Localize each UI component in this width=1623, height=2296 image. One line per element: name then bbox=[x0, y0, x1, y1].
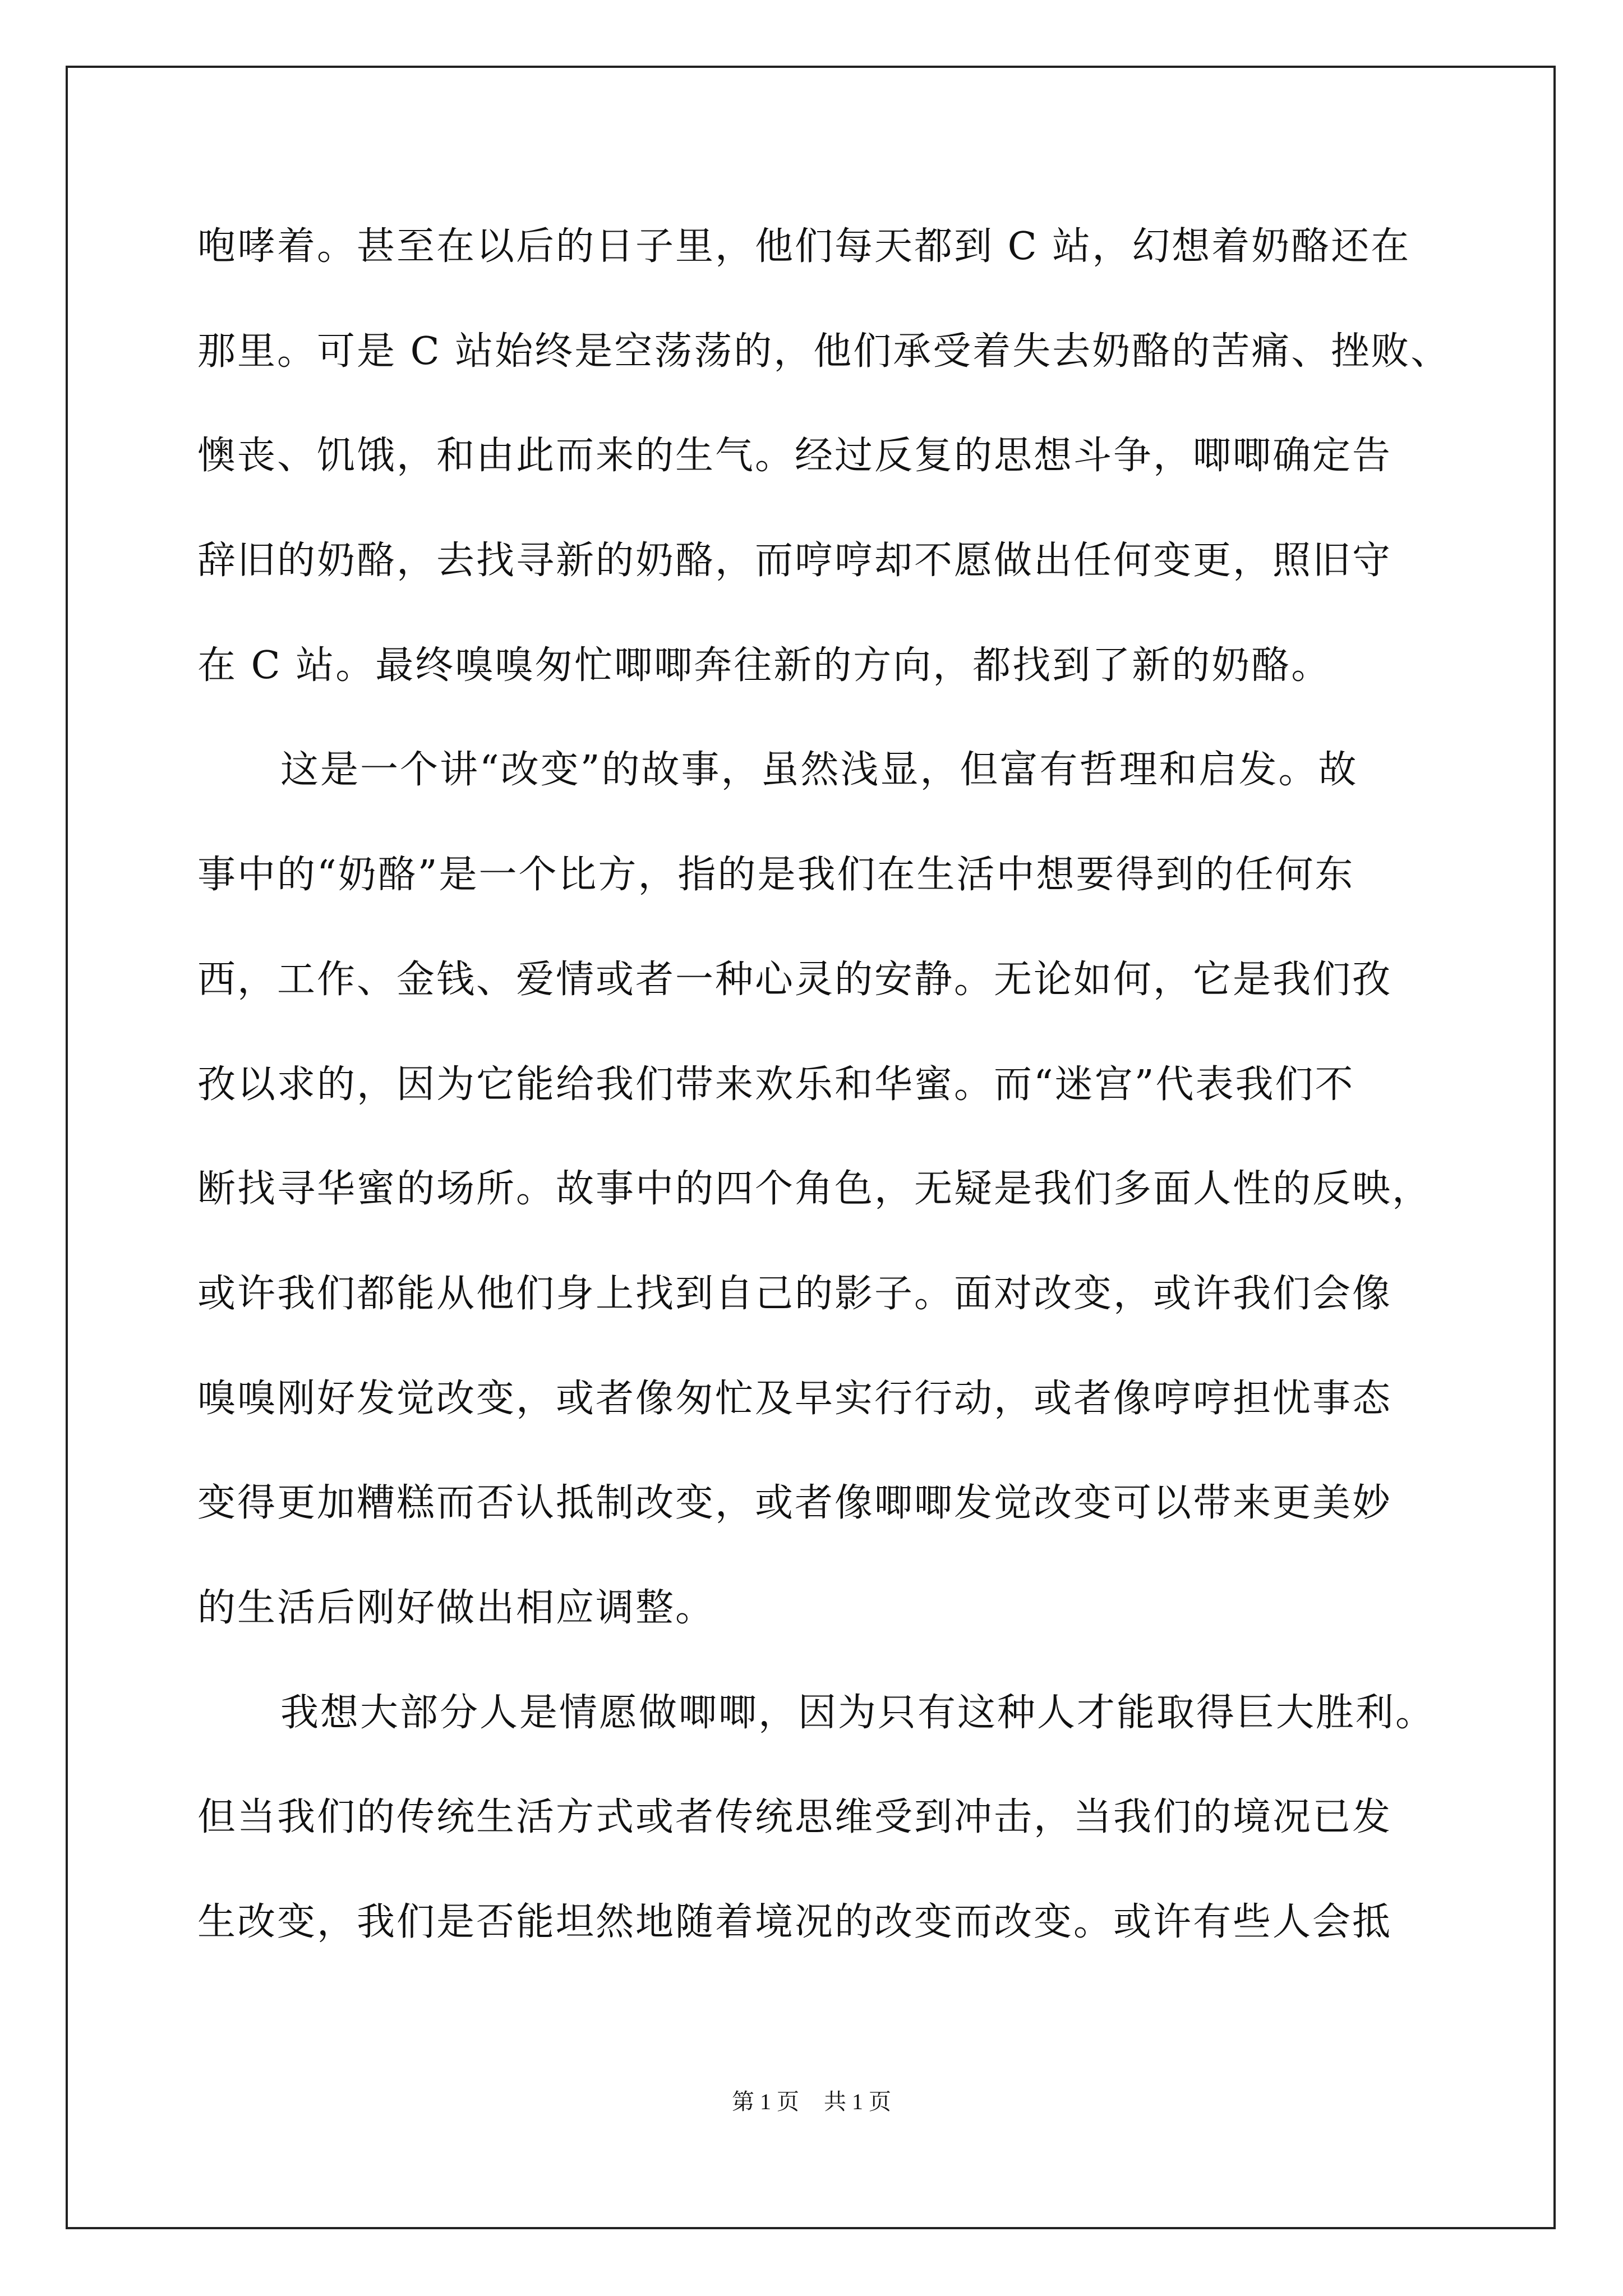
text-line: 或许我们都能从他们身上找到自己的影子。面对改变，或许我们会像 bbox=[197, 1271, 1393, 1316]
page-number: 第 1 页 bbox=[732, 2089, 799, 2114]
text-line: 那里。可是 C 站始终是空荡荡的，他们承受着失去奶酪的苦痛、挫败、 bbox=[197, 329, 1451, 374]
text-line: 事中的“奶酪”是一个比方，指的是我们在生活中想要得到的任何东 bbox=[197, 853, 1355, 898]
paragraph-2 bbox=[197, 737, 1448, 1679]
text-line: 懊丧、饥饿，和由此而来的生气。经过反复的思想斗争，唧唧确定告 bbox=[197, 434, 1393, 478]
text-line: 我想大部分人是情愿做唧唧，因为只有这种人才能取得巨大胜利。 bbox=[280, 1690, 1436, 1735]
text-line: 断找寻华蜜的场所。故事中的四个角色，无疑是我们多面人性的反映， bbox=[197, 1167, 1432, 1212]
page-total: 共 1 页 bbox=[824, 2089, 891, 2114]
text-line: 但当我们的传统生活方式或者传统思维受到冲击，当我们的境况已发 bbox=[197, 1795, 1393, 1840]
text-line: 的生活后刚好做出相应调整。 bbox=[197, 1585, 716, 1630]
text-line: 西，工作、金钱、爱情或者一种心灵的安静。无论如何，它是我们孜 bbox=[197, 957, 1393, 1002]
text-line: 这是一个讲“改变”的故事，虽然浅显，但富有哲理和启发。故 bbox=[280, 748, 1358, 793]
page-footer bbox=[0, 2088, 1623, 2116]
text-line: 在 C 站。最终嗅嗅匆忙唧唧奔往新的方向，都找到了新的奶酪。 bbox=[197, 643, 1331, 688]
text-line: 孜以求的，因为它能给我们带来欢乐和华蜜。而“迷宫”代表我们不 bbox=[197, 1062, 1355, 1107]
text-line: 嗅嗅刚好发觉改变，或者像匆忙及早实行行动，或者像哼哼担忧事态 bbox=[197, 1376, 1393, 1421]
paragraph-1 bbox=[197, 213, 1451, 737]
text-line: 辞旧的奶酪，去找寻新的奶酪，而哼哼却不愿做出任何变更，照旧守 bbox=[197, 539, 1393, 583]
text-line: 咆哮着。甚至在以后的日子里，他们每天都到 C 站，幻想着奶酪还在 bbox=[197, 224, 1411, 269]
document-body bbox=[197, 213, 1451, 1994]
paragraph-3 bbox=[197, 1680, 1448, 1994]
text-line: 生改变，我们是否能坦然地随着境况的改变而改变。或许有些人会抵 bbox=[197, 1900, 1393, 1944]
text-line: 变得更加糟糕而否认抵制改变，或者像唧唧发觉改变可以带来更美妙 bbox=[197, 1481, 1393, 1526]
